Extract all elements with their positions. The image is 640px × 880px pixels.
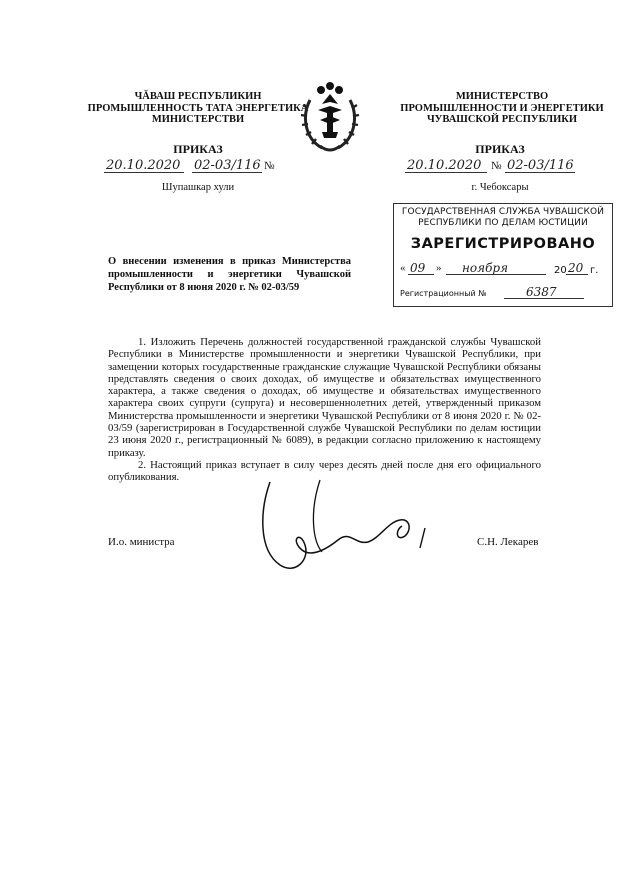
order-number-left: 02-03/116 — [194, 158, 261, 173]
stamp-agency — [394, 207, 612, 229]
stamp-reg-number: 6387 — [526, 285, 557, 299]
order-date-number-right — [405, 158, 605, 178]
stamp-month: ноября — [462, 261, 509, 275]
stamp-registered: ЗАРЕГИСТРИРОВАНО — [410, 236, 596, 252]
handwritten-signature — [250, 470, 450, 580]
header-right — [382, 91, 622, 126]
order-body — [108, 336, 541, 484]
stamp-year-prefix: 20 — [554, 265, 567, 276]
header-right-line: МИНИСТЕРСТВО — [455, 91, 549, 102]
stamp-agency-line: ГОСУДАРСТВЕННАЯ СЛУЖБА ЧУВАШСКОЙ — [401, 207, 605, 217]
number-sign-left: № — [264, 160, 275, 172]
city-left: Шупашкар хули — [161, 182, 235, 193]
stamp-reg-row — [400, 286, 606, 302]
header-right-line: ЧУВАШСКОЙ РЕСПУБЛИКИ — [426, 114, 578, 125]
header-left — [78, 91, 318, 126]
body-paragraph-2: 2. Настоящий приказ вступает в силу через десять дней после дня его официального опубликования. — [108, 458, 541, 484]
order-subject: О внесении изменения в приказ Министерства промышленности и энергетики Чувашской Республики от 8 июня 2020 г. № 02-03/59 — [108, 256, 351, 293]
stamp-year-letter: г. — [590, 265, 599, 276]
header-right-line: ПРОМЫШЛЕННОСТИ И ЭНЕРГЕТИКИ — [400, 102, 604, 114]
header-left-line: ЧĂВАШ РЕСПУБЛИКИН — [134, 91, 262, 102]
signatory-position: И.о. министра — [108, 536, 175, 548]
chuvash-emblem-icon — [300, 80, 360, 156]
order-date-left: 20.10.2020 — [106, 158, 181, 173]
stamp-year-suffix: 20 — [568, 261, 584, 275]
header-left-line: МИНИСТЕРСТВИ — [151, 114, 245, 125]
order-number-right: 02-03/116 — [507, 158, 574, 173]
number-sign-right: № — [491, 160, 502, 172]
header-left-line: ПРОМЫШЛЕННОСТЬ ТАТА ЭНЕРГЕТИКА — [87, 102, 309, 114]
order-title-right: ПРИКАЗ — [475, 142, 525, 156]
registration-stamp — [393, 203, 613, 307]
city-right: г. Чебоксары — [471, 182, 529, 193]
stamp-date-row: « 09 » ноября 20 20 г. — [400, 261, 599, 276]
stamp-day: 09 — [410, 261, 426, 275]
stamp-agency-line: РЕСПУБЛИКИ ПО ДЕЛАМ ЮСТИЦИИ — [418, 218, 588, 228]
stamp-reg-label: Регистрационный № — [400, 289, 487, 298]
order-date-number-left — [104, 158, 294, 178]
order-title-left: ПРИКАЗ — [173, 142, 223, 156]
signatory-name: С.Н. Лекарев — [477, 536, 539, 548]
order-date-right: 20.10.2020 — [407, 158, 482, 173]
body-paragraph-1: 1. Изложить Перечень должностей государственной гражданской службы Чувашской Республики в Министерстве промышленности и энергетики Чувашской Республики, при замещении которых государственные гражданские служащие Чувашской Республики обязаны представлять сведения о своих доходах, об имуществе и обязательствах имущественного характера, а также сведения о доходах, об имуществе и обязательствах имущественного характера своих супруги (супруга) и несовершеннолетних детей, утвержденный приказом Министерства промышленности и энергетики Чувашской Республики от 8 июня 2020 г. № 02-03/59 (зарегистрирован в Государственной службе Чувашской Республики по делам юстиции 23 июня 2020 г., регистрационный № 6089), в редакции согласно приложению к настоящему приказу. — [108, 336, 541, 459]
